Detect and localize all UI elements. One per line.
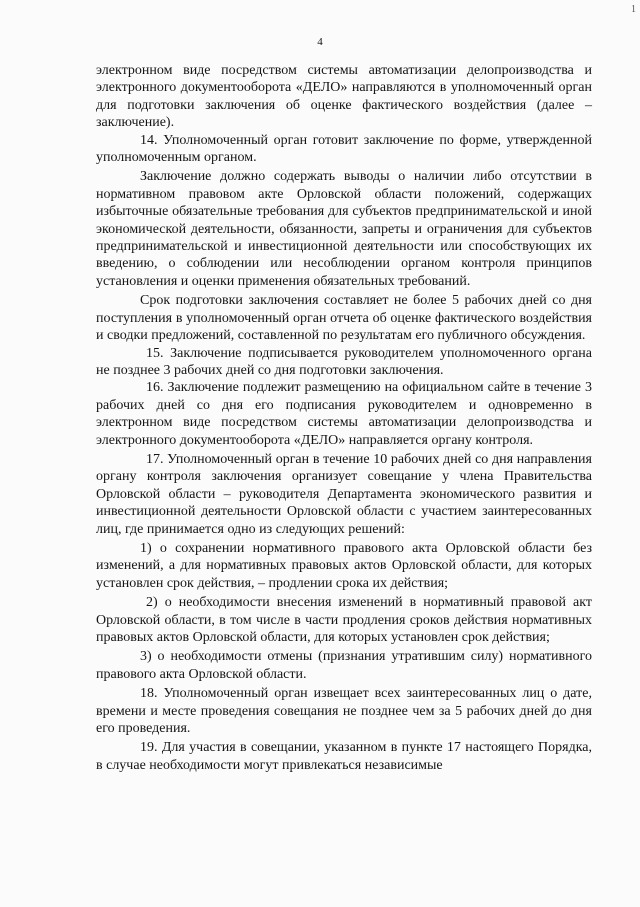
paragraph-item-17: 17. Уполномоченный орган в течение 10 рабочих дней со дня направления органу контроля заключения организует совещание у члена Правительства Орловской области – руководителя Департамента экономического развития и инвестиционной деятельности Орловской области с участием заинтересованных лиц, где принимается одно из следующих решений: [96,451,592,537]
document-body [96,62,592,774]
paragraph-conclusion-content: Заключение должно содержать выводы о наличии либо отсутствии в нормативном правовом акте Орловской области положений, содержащих избыточные обязательные требования для субъектов предпринимательской и иной экономической деятельности, обязанности, запреты и ограничения для субъектов предпринимательской и инвестиционной деятельности или способствующих их введению, о соблюдении или несоблюдении органом контроля принципов установления и оценки применения обязательных требований. [96,169,592,289]
paragraph-item-14: 14. Уполномоченный орган готовит заключение по форме, утвержденной уполномоченным органом. [96,132,592,166]
paragraph-continuation: электронном виде посредством системы автоматизации делопроизводства и электронного документооборота «ДЕЛО» направляются в уполномоченный орган для подготовки заключения об оценке фактического воздействия (далее – заключение). [96,63,592,131]
paragraph-item-18: 18. Уполномоченный орган извещает всех заинтересованных лиц о дате, времени и месте проведения совещания не позднее чем за 5 рабочих дней до дня его проведения. [96,686,592,737]
paragraph-item-19: 19. Для участия в совещании, указанном в пункте 17 настоящего Порядка, в случае необходимости могут привлекаться независимые [96,740,592,773]
page-edge-mark: 1 [631,4,636,15]
paragraph-decision-3: 3) о необходимости отмены (признания утратившим силу) нормативного правового акта Орловской области. [96,649,592,682]
paragraph-conclusion-deadline: Срок подготовки заключения составляет не более 5 рабочих дней со дня поступления в уполномоченный орган отчета об оценке фактического воздействия и сводки предложений, составленной по результатам его публичного обсуждения. [96,293,592,344]
paragraph-item-15: 15. Заключение подписывается руководителем уполномоченного органа не позднее 3 рабочих дней со дня подготовки заключения. [96,345,592,378]
page-number: 4 [317,36,323,48]
paragraph-decision-2: 2) о необходимости внесения изменений в нормативный правовой акт Орловской области, в том числе в части продления сроков действия нормативных правовых актов Орловской области, для которых установлен срок действия; [96,595,592,645]
paragraph-decision-1: 1) о сохранении нормативного правового акта Орловской области без изменений, а для нормативных правовых актов Орловской области, для которых установлен срок действия, – продлении срока их действия; [96,540,592,591]
paragraph-item-16: 16. Заключение подлежит размещению на официальном сайте в течение 3 рабочих дней со дня его подписания руководителем и одновременно в электронном виде посредством системы автоматизации делопроизводства и электронного документооборота «ДЕЛО» направляется органу контроля. [96,380,592,448]
